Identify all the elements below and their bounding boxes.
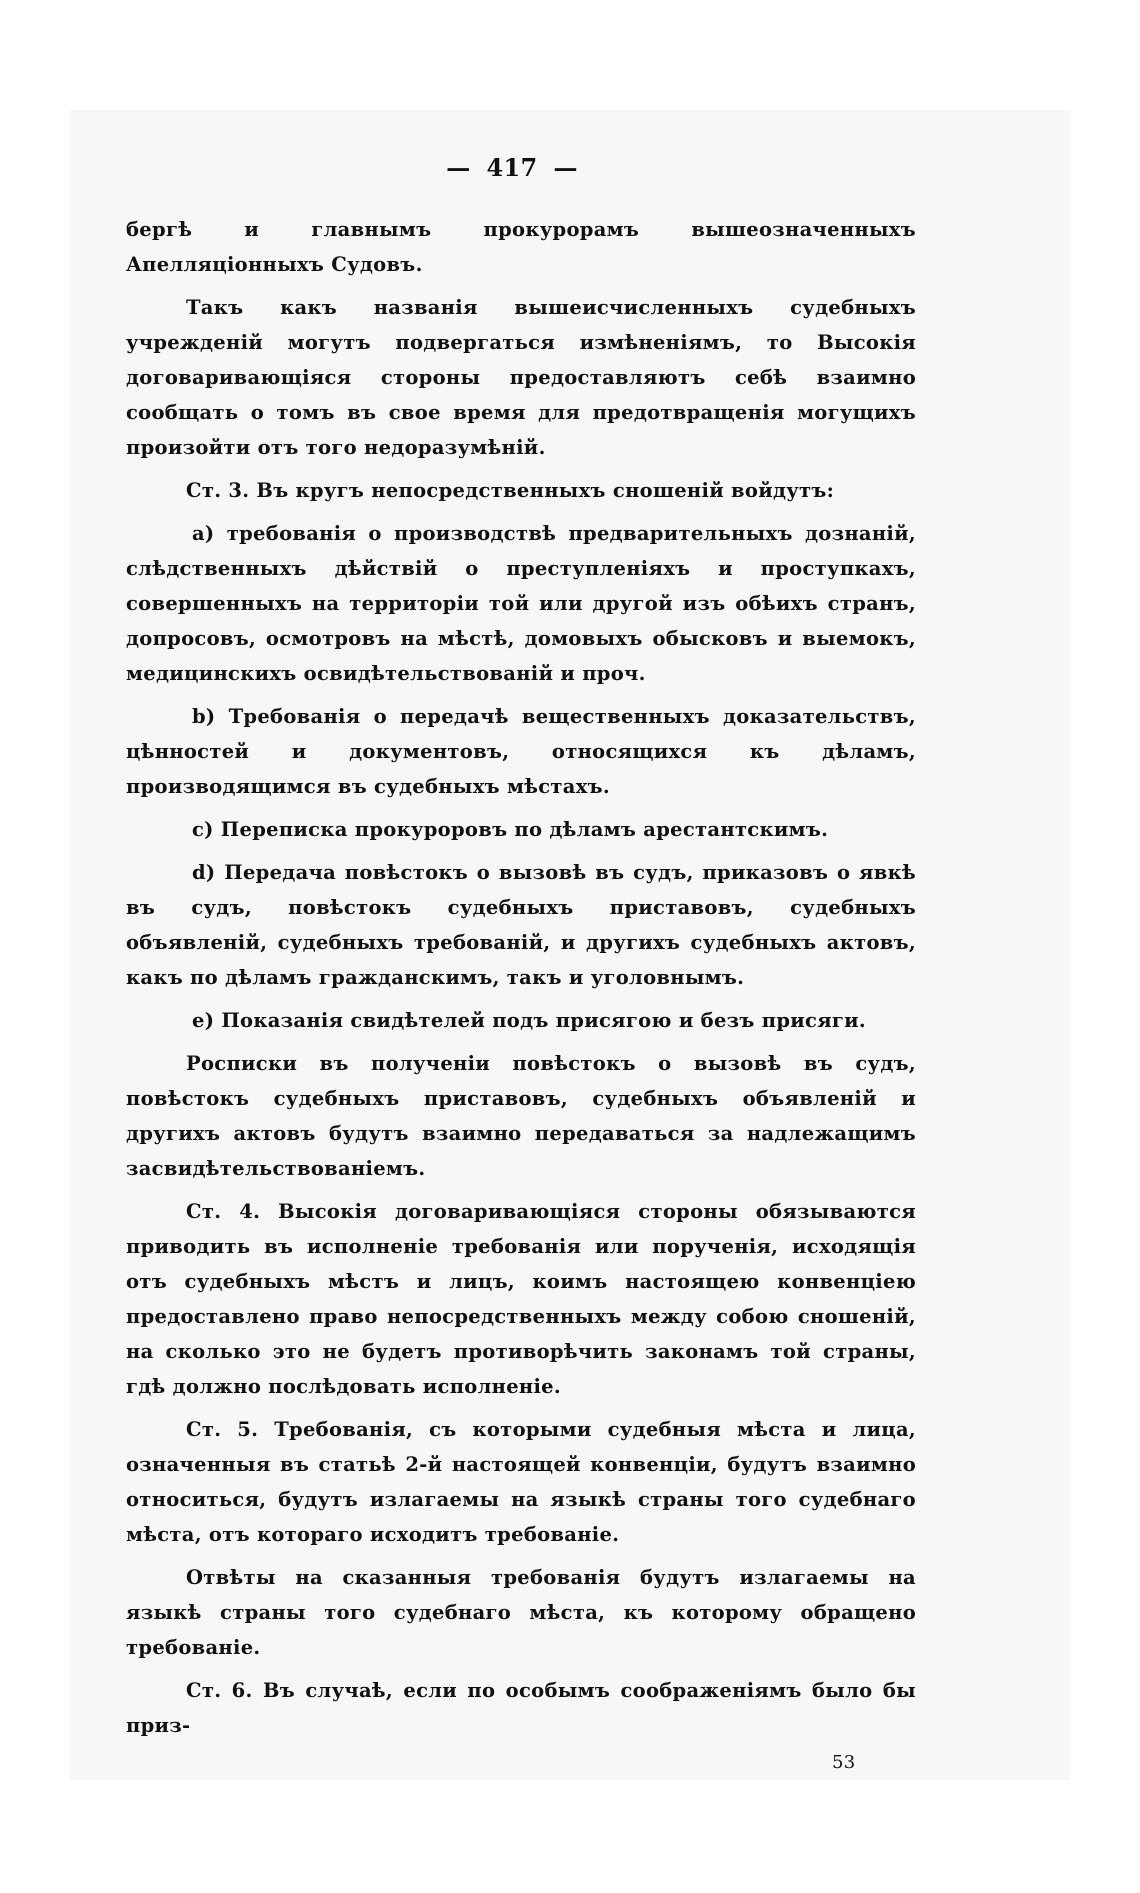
paragraph-continuation: бергѣ и главнымъ прокурорамъ вышеозначенныхъ Апелляціонныхъ Судовъ. [126, 218, 916, 276]
article-5: Ст. 5. Требованія, съ которыми судебныя мѣста и лица, означенныя въ статьѣ 2-й настоящей конвенціи, будутъ взаимно относиться, будутъ излагаемы на языкѣ страны того судебнаго мѣста, отъ котораго исходитъ требованіе. [126, 1418, 916, 1546]
paragraph-answers: Отвѣты на сказанныя требованія будутъ излагаемы на языкѣ страны того судебнаго мѣста, къ которому обращено требованіе. [126, 1566, 916, 1659]
header-dash-left: — [446, 153, 471, 182]
header-dash-right: — [553, 153, 578, 182]
paragraph-receipts: Росписки въ полученіи повѣстокъ о вызовѣ въ судъ, повѣстокъ судебныхъ приставовъ, судебныхъ объявленій и другихъ актовъ будутъ взаимно передаваться за надлежащимъ засвидѣтельствованіемъ. [126, 1052, 916, 1180]
page-header [108, 148, 916, 188]
article-3-item-a: a) требованія о производствѣ предварительныхъ дознаній, слѣдственныхъ дѣйствій о преступленіяхъ и проступкахъ, совершенныхъ на территоріи той или другой изъ обѣихъ странъ, допросовъ, осмотровъ на мѣстѣ, домовыхъ обысковъ и выемокъ, медицинскихъ освидѣтельствованій и проч. [126, 522, 916, 685]
document-page [126, 148, 916, 1773]
signature-mark: 53 [832, 1752, 856, 1773]
article-6-start: Ст. 6. Въ случаѣ, если по особымъ соображеніямъ было бы приз- [126, 1679, 916, 1737]
article-3-item-c: c) Переписка прокуроровъ по дѣламъ арестантскимъ. [192, 818, 829, 841]
page-number: 417 [486, 153, 538, 182]
article-3-item-b: b) Требованія о передачѣ вещественныхъ доказательствъ, цѣнностей и документовъ, относящихся къ дѣламъ, производящимся въ судебныхъ мѣстахъ. [126, 705, 916, 798]
article-4: Ст. 4. Высокія договаривающіяся стороны обязываются приводить въ исполненіе требованія или порученія, исходящія отъ судебныхъ мѣстъ и лицъ, коимъ настоящею конвенціею предоставлено право непосредственныхъ между собою сношеній, на сколько это не будетъ противорѣчить законамъ той страны, гдѣ должно послѣдовать исполненіе. [126, 1200, 916, 1398]
article-3-item-e: e) Показанія свидѣтелей подъ присягою и безъ присяги. [192, 1009, 867, 1032]
article-3-item-d: d) Передача повѣстокъ о вызовѣ въ судъ, приказовъ о явкѣ въ судъ, повѣстокъ судебныхъ приставовъ, судебныхъ объявленій, судебныхъ требованій, и другихъ судебныхъ актовъ, какъ по дѣламъ гражданскимъ, такъ и уголовнымъ. [126, 861, 916, 989]
paragraph-names-of-institutions: Такъ какъ названія вышеисчисленныхъ судебныхъ учрежденій могутъ подвергаться измѣненіямъ, то Высокія договаривающіяся стороны предоставляютъ себѣ взаимно сообщать о томъ въ свое время для предотвращенія могущихъ произойти отъ того недоразумѣній. [126, 296, 916, 459]
article-3-heading: Ст. 3. Въ кругъ непосредственныхъ сношеній войдутъ: [186, 479, 835, 502]
